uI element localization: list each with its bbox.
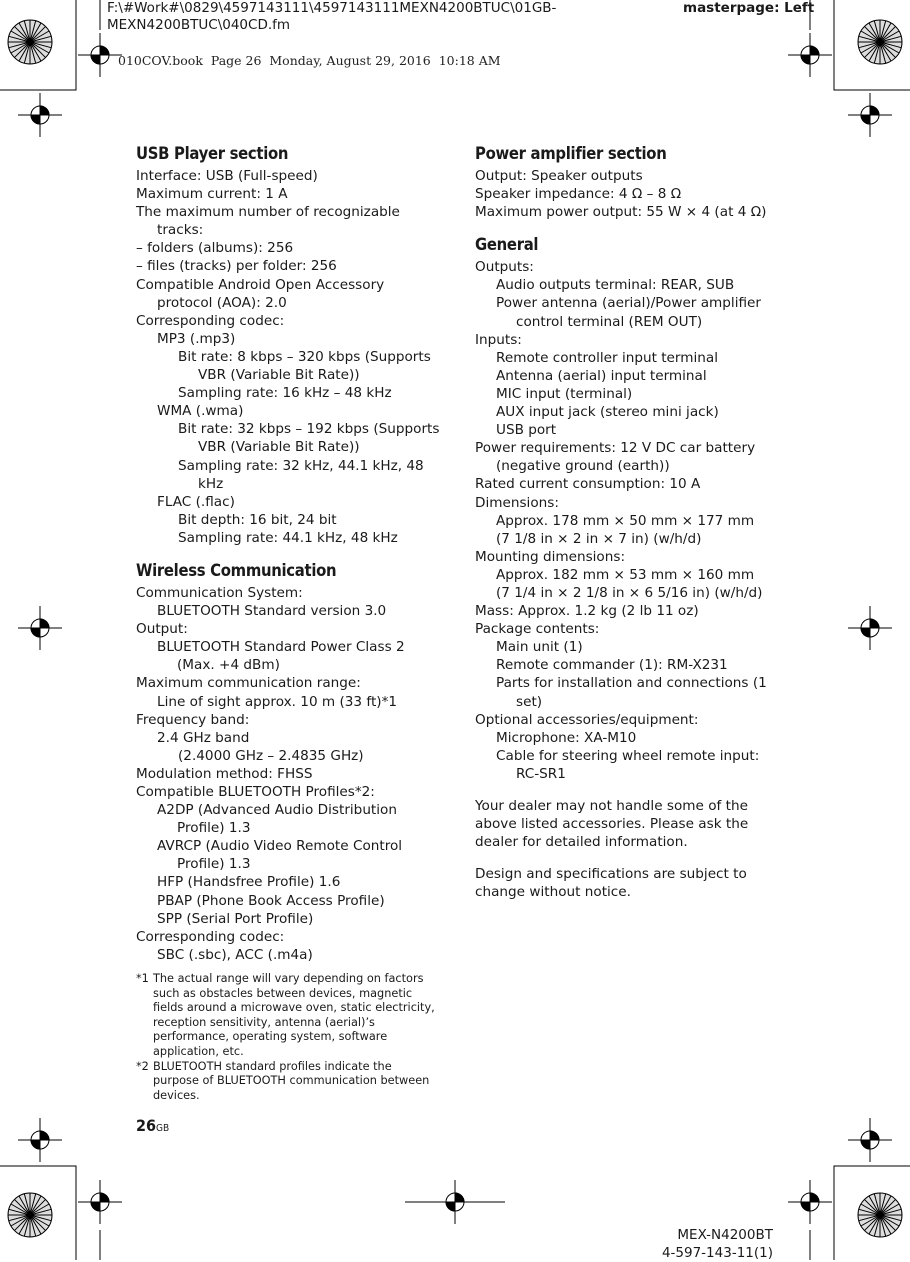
spec-line: SBC (.sbc), ACC (.m4a) bbox=[157, 946, 313, 963]
spec-line: Remote commander (1): RM-X231 bbox=[496, 657, 728, 674]
footnotes bbox=[136, 972, 441, 1103]
spec-line: Main unit (1) bbox=[496, 639, 583, 656]
spec-line: Audio outputs terminal: REAR, SUB bbox=[496, 277, 735, 294]
spec-line: Approx. 178 mm × 50 mm × 177 mm bbox=[496, 512, 755, 529]
spec-line: FLAC (.flac) bbox=[157, 493, 235, 510]
footnote-marker: *1 bbox=[136, 971, 149, 985]
spec-line: PBAP (Phone Book Access Profile) bbox=[157, 892, 385, 909]
spec-line: AVRCP (Audio Video Remote Control Profile) 1.3 bbox=[157, 838, 403, 873]
spec-line: Power requirements: 12 V DC car battery (negative ground (earth)) bbox=[475, 440, 756, 475]
spec-line: Package contents: bbox=[475, 621, 600, 638]
closing-paragraphs bbox=[475, 783, 775, 901]
spec-line: Maximum current: 1 A bbox=[136, 186, 288, 203]
page-language-suffix: GB bbox=[156, 1123, 170, 1134]
spec-line: Inputs: bbox=[475, 331, 522, 348]
power-section-title: Power amplifier section bbox=[475, 144, 667, 163]
spec-line: Antenna (aerial) input terminal bbox=[496, 367, 707, 384]
footnote-text: BLUETOOTH standard profiles indicate the purpose of BLUETOOTH communication between devices. bbox=[153, 1059, 430, 1102]
spec-line: – folders (albums): 256 bbox=[136, 240, 294, 257]
spec-line: 2.4 GHz band bbox=[157, 729, 250, 746]
spec-line: Mass: Approx. 1.2 kg (2 lb 11 oz) bbox=[475, 603, 699, 620]
spec-line: Sampling rate: 32 kHz, 44.1 kHz, 48 kHz bbox=[178, 457, 424, 492]
footnote-marker: *2 bbox=[136, 1059, 149, 1073]
spec-line: Mounting dimensions: bbox=[475, 548, 626, 565]
spec-line: (7 1/8 in × 2 in × 7 in) (w/h/d) bbox=[496, 530, 702, 547]
page-number-value: 26 bbox=[136, 1116, 157, 1135]
power-spec-list bbox=[475, 167, 775, 221]
spec-line: Maximum power output: 55 W × 4 (at 4 Ω) bbox=[475, 204, 767, 221]
page-number bbox=[136, 1116, 169, 1135]
spec-line: Outputs: bbox=[475, 259, 534, 276]
footnote bbox=[136, 972, 441, 1060]
spec-line: Compatible Android Open Accessory protocol (AOA): 2.0 bbox=[136, 276, 385, 311]
spec-line: Bit rate: 8 kbps – 320 kbps (Supports VBR (Variable Bit Rate)) bbox=[178, 348, 431, 384]
model-name: MEX-N4200BT bbox=[677, 1227, 773, 1243]
file-path-header: F:\#Work#\0829\4597143111\4597143111MEXN4200BTUC\01GB-MEXN4200BTUC\040CD.fm bbox=[107, 0, 557, 33]
left-column bbox=[136, 143, 441, 1103]
spec-line: – files (tracks) per folder: 256 bbox=[136, 258, 337, 275]
spec-line: A2DP (Advanced Audio Distribution Profile) 1.3 bbox=[157, 802, 397, 837]
masterpage-label: masterpage: Left bbox=[683, 0, 815, 16]
paragraph: Design and specifications are subject to change without notice. bbox=[475, 866, 747, 901]
spec-line: The maximum number of recognizable tracks: bbox=[136, 204, 400, 239]
spec-line: Remote controller input terminal bbox=[496, 349, 719, 366]
spec-line: Cable for steering wheel remote input: RC-SR1 bbox=[496, 747, 760, 782]
right-column bbox=[475, 143, 775, 901]
footnote bbox=[136, 1060, 441, 1104]
spec-line: Approx. 182 mm × 53 mm × 160 mm bbox=[496, 566, 755, 583]
usb-spec-list bbox=[136, 167, 441, 547]
wireless-spec-list bbox=[136, 584, 441, 964]
spec-line: HFP (Handsfree Profile) 1.6 bbox=[157, 874, 341, 891]
spec-line: Sampling rate: 16 kHz – 48 kHz bbox=[178, 385, 392, 402]
spec-line: Power antenna (aerial)/Power amplifier control terminal (REM OUT) bbox=[496, 295, 761, 330]
spec-line: Frequency band: bbox=[136, 711, 250, 728]
spec-line: Corresponding codec: bbox=[136, 312, 285, 329]
spec-line: Speaker impedance: 4 Ω – 8 Ω bbox=[475, 186, 682, 203]
spec-line: Output: Speaker outputs bbox=[475, 168, 643, 184]
spec-line: MP3 (.mp3) bbox=[157, 330, 236, 347]
spec-line: MIC input (terminal) bbox=[496, 385, 633, 402]
spec-line: AUX input jack (stereo mini jack) bbox=[496, 404, 719, 421]
spec-line: Corresponding codec: bbox=[136, 928, 285, 945]
spec-line: Line of sight approx. 10 m (33 ft)*1 bbox=[157, 693, 398, 710]
spec-line: USB port bbox=[496, 422, 557, 439]
spec-line: Communication System: bbox=[136, 584, 303, 601]
spec-line: Bit depth: 16 bit, 24 bit bbox=[178, 511, 337, 528]
part-code: 4-597-143-11(1) bbox=[661, 1245, 773, 1261]
spec-line: Bit rate: 32 kbps – 192 kbps (Supports VBR (Variable Bit Rate)) bbox=[178, 421, 440, 456]
usb-section-title: USB Player section bbox=[136, 144, 289, 163]
footnote-text: The actual range will vary depending on factors such as obstacles between devices, magnetic fields around a microwave oven, static electricity, reception sensitivity, antenna (aerial)’s performance, operating system, software application, etc. bbox=[153, 971, 435, 1058]
spec-line: Sampling rate: 44.1 kHz, 48 kHz bbox=[178, 529, 398, 546]
spec-line: Compatible BLUETOOTH Profiles*2: bbox=[136, 784, 375, 800]
spec-line: BLUETOOTH Standard Power Class 2 (Max. +4 dBm) bbox=[157, 639, 405, 674]
book-info-line: 010COV.book Page 26 Monday, August 29, 2016 10:18 AM bbox=[118, 53, 501, 68]
paragraph: Your dealer may not handle some of the above listed accessories. Please ask the dealer for detailed information. bbox=[475, 798, 749, 851]
spec-line: (7 1/4 in × 2 1/8 in × 6 5/16 in) (w/h/d) bbox=[496, 584, 763, 601]
general-section-title: General bbox=[475, 235, 539, 255]
spec-line: Interface: USB (Full-speed) bbox=[136, 168, 318, 184]
wireless-section-title: Wireless Communication bbox=[136, 560, 337, 580]
spec-line: Output: bbox=[136, 621, 188, 638]
spec-line: (2.4000 GHz – 2.4835 GHz) bbox=[178, 747, 364, 764]
spec-line: Modulation method: FHSS bbox=[136, 765, 313, 782]
spec-line: SPP (Serial Port Profile) bbox=[157, 910, 314, 927]
model-footer bbox=[640, 1226, 773, 1262]
spec-line: Optional accessories/equipment: bbox=[475, 711, 699, 728]
spec-line: Dimensions: bbox=[475, 494, 559, 511]
spec-line: Rated current consumption: 10 A bbox=[475, 476, 701, 493]
spec-line: Microphone: XA-M10 bbox=[496, 729, 637, 746]
spec-line: Maximum communication range: bbox=[136, 675, 361, 692]
spec-line: Parts for installation and connections (1 set) bbox=[496, 675, 767, 710]
general-spec-list bbox=[475, 258, 775, 783]
spec-line: BLUETOOTH Standard version 3.0 bbox=[157, 603, 387, 620]
spec-line: WMA (.wma) bbox=[157, 403, 244, 420]
